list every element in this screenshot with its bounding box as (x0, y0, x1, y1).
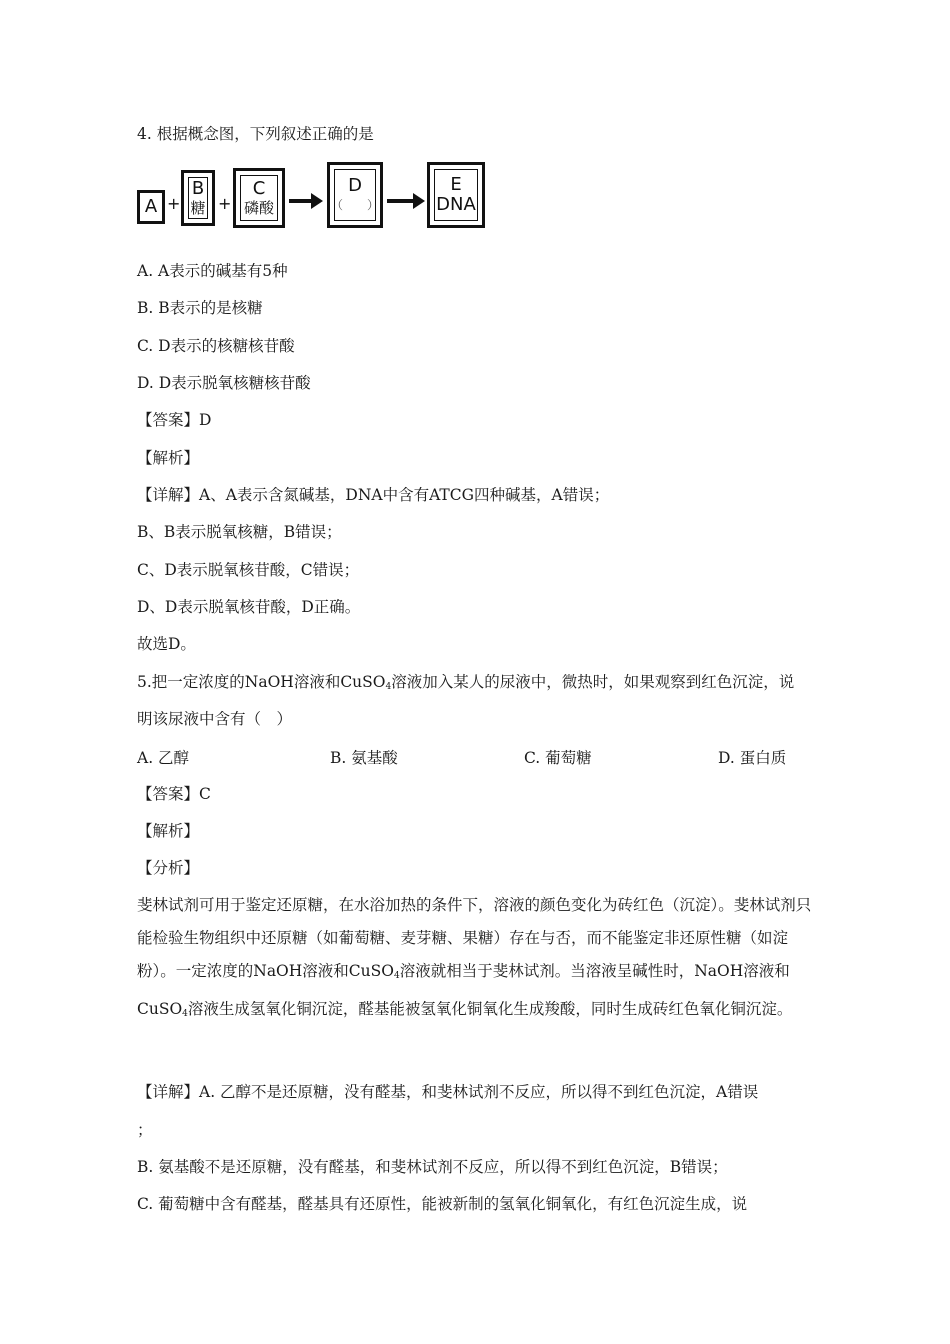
q5-fenxi: 【分析】 (137, 859, 200, 877)
box-b-letter: B (191, 178, 205, 199)
q5-option-c: C. 葡萄糖 (524, 749, 592, 767)
q5-stem-line2: 明该尿液中含有（ ） (137, 710, 293, 728)
q4-option-a: A. A表示的碱基有5种 (137, 262, 288, 280)
box-c-text: 磷酸 (243, 199, 274, 217)
box-c-letter: C (252, 178, 266, 199)
q4-conclusion: 故选D。 (137, 635, 196, 653)
q5-detail-b: B. 氨基酸不是还原糖，没有醛基，和斐林试剂不反应，所以得不到红色沉淀，B错误； (137, 1158, 728, 1176)
q4-option-d: D. D表示脱氧核糖核苷酸 (137, 374, 311, 392)
q5-detail-c: C. 葡萄糖中含有醛基，醛基具有还原性，能被新制的氢氧化铜氧化，有红色沉淀生成，说 (137, 1195, 748, 1213)
q4-option-b: B. B表示的是核糖 (137, 299, 263, 317)
box-a (137, 190, 165, 224)
box-e-letter: E (450, 174, 462, 195)
q4-answer: 【答案】D (137, 411, 212, 429)
q4-option-c: C. D表示的核糖核苷酸 (137, 337, 295, 355)
q4-stem: 4. 根据概念图，下列叙述正确的是 (137, 125, 374, 143)
q4-detail-a: 【详解】A、A表示含氮碱基，DNA中含有ATCG四种碱基，A错误； (137, 486, 610, 504)
q5-analysis-paragraph: 斐林试剂可用于鉴定还原糖，在水浴加热的条件下，溶液的颜色变化为砖红色（沉淀）。斐林试剂只能检验生物组织中还原糖（如葡萄糖、麦芽糖、果糖）存在与否，而不能鉴定非还原性糖（如淀粉）。一定浓度的NaOH溶液和CuSO$_4$溶液就相当于斐林试剂。当溶液呈碱性时，NaOH溶液和CuSO$_4$溶液生成氢氧化铜沉淀，醛基能被氢氧化铜氧化生成羧酸，同时生成砖红色氧化铜沉淀。 (137, 896, 812, 1019)
box-e (427, 162, 485, 228)
q5-detail-a: 【详解】A. 乙醇不是还原糖，没有醛基，和斐林试剂不反应，所以得不到红色沉淀，A错误 (137, 1083, 759, 1101)
box-b (181, 170, 215, 226)
q5-stem-line1: 5.把一定浓度的NaOH溶液和CuSO$_4$溶液加入某人的尿液中，微热时，如果观察到红色沉淀，说 (137, 673, 795, 692)
q5-option-b: B. 氨基酸 (330, 749, 398, 767)
arrow-icon (387, 199, 415, 203)
box-c (233, 168, 285, 228)
q5-answer: 【答案】C (137, 785, 211, 803)
box-d-text: （ ） (330, 198, 379, 212)
q5-analysis: 【解析】 (137, 822, 200, 840)
plus-sign: + (218, 194, 232, 213)
box-a-letter: A (144, 196, 158, 217)
box-d-letter: D (348, 175, 362, 196)
q5-option-a: A. 乙醇 (137, 749, 190, 767)
q4-detail-d: D、D表示脱氧核苷酸，D正确。 (137, 598, 361, 616)
plus-sign: + (167, 194, 181, 213)
concept-diagram (137, 160, 487, 232)
q5-option-d: D. 蛋白质 (718, 749, 787, 767)
q5-detail-a-cont: ； (137, 1121, 153, 1139)
box-e-text: DNA (436, 194, 476, 215)
arrow-icon (289, 199, 313, 203)
q4-detail-b: B、B表示脱氧核糖，B错误； (137, 523, 342, 541)
q4-analysis: 【解析】 (137, 449, 200, 467)
q4-detail-c: C、D表示脱氧核苷酸，C错误； (137, 561, 360, 579)
box-d (327, 162, 383, 228)
box-b-text: 糖 (190, 199, 206, 217)
